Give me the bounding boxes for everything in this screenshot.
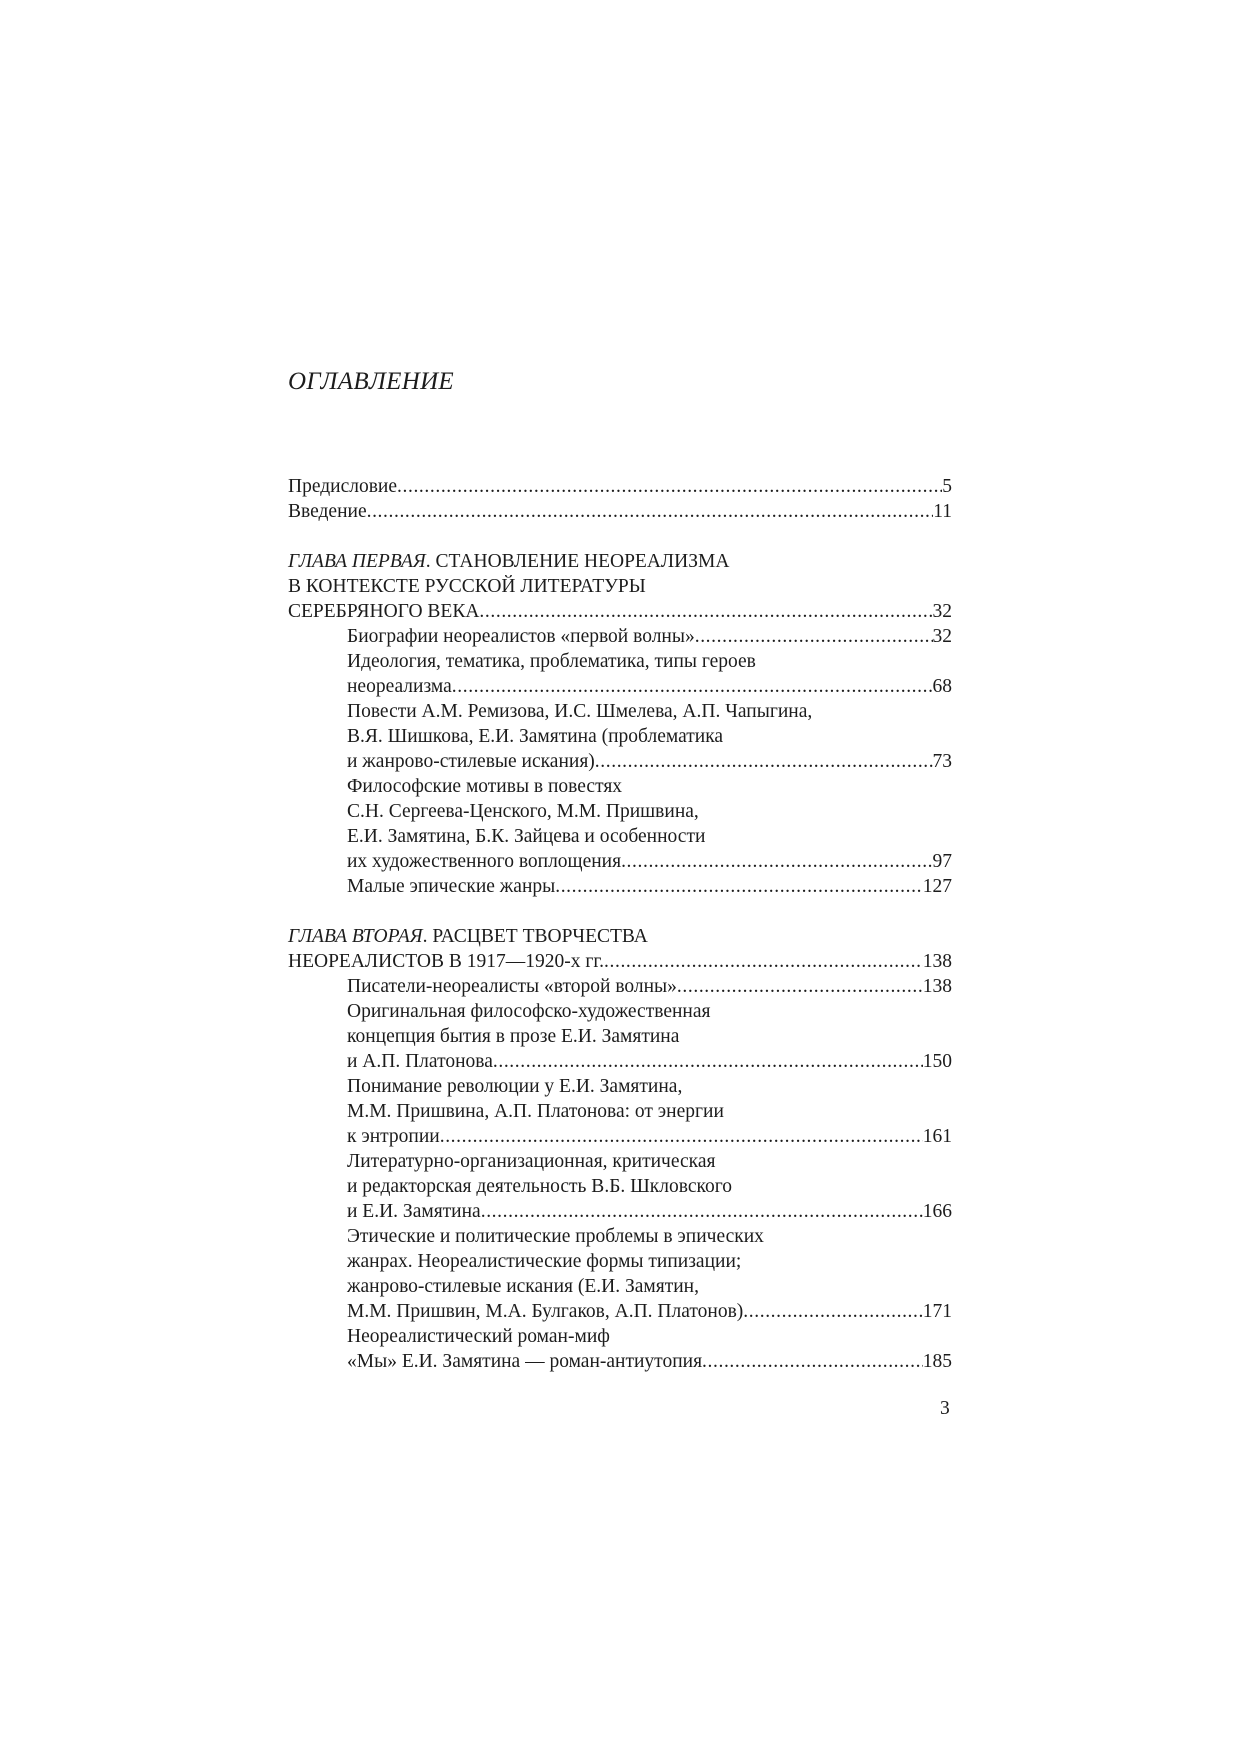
toc-section-line: и редакторская деятельность В.Б. Шкловского bbox=[347, 1176, 733, 1197]
toc-entry-text: Предисловие bbox=[288, 476, 398, 497]
toc-page-number: 32 bbox=[932, 626, 952, 647]
toc-page-number: 138 bbox=[922, 976, 952, 997]
toc-page-number: 138 bbox=[922, 951, 952, 972]
chapter-2-title-part-1: . РАСЦВЕТ ТВОРЧЕСТВА bbox=[422, 926, 648, 947]
dot-leader bbox=[555, 874, 923, 899]
toc-entry-text: неореализма bbox=[347, 676, 452, 697]
toc-page-number: 161 bbox=[922, 1126, 952, 1147]
toc-section-line: жанрах. Неореалистические формы типизации; bbox=[347, 1251, 742, 1272]
dot-leader bbox=[695, 624, 933, 649]
toc-page-number: 11 bbox=[933, 501, 952, 522]
toc-section-entry[interactable] bbox=[288, 974, 952, 999]
toc-section-entry[interactable] bbox=[288, 1349, 952, 1374]
toc-page-number: 32 bbox=[932, 601, 952, 622]
toc-entry-text: к энтропии bbox=[347, 1126, 440, 1147]
toc-entry-text: Введение bbox=[288, 501, 367, 522]
toc-page-number: 73 bbox=[932, 751, 952, 772]
toc-entry-preface[interactable] bbox=[288, 474, 952, 499]
dot-leader bbox=[677, 974, 923, 999]
toc-entry-introduction[interactable] bbox=[288, 499, 952, 524]
dot-leader bbox=[367, 499, 934, 524]
toc-entry-text: Малые эпические жанры bbox=[347, 876, 556, 897]
dot-leader bbox=[595, 749, 933, 774]
dot-leader bbox=[440, 1124, 923, 1149]
toc-page-number: 127 bbox=[922, 876, 952, 897]
dot-leader bbox=[452, 674, 933, 699]
dot-leader bbox=[743, 1299, 922, 1324]
chapter-1-label: ГЛАВА ПЕРВАЯ bbox=[288, 551, 426, 572]
chapter-2-heading-line-2[interactable] bbox=[288, 949, 952, 974]
toc-section-line: С.Н. Сергеева-Ценского, М.М. Пришвина, bbox=[347, 801, 699, 822]
folio-page-number: 3 bbox=[940, 1398, 950, 1419]
toc-section-entry[interactable] bbox=[288, 749, 952, 774]
toc-section-line: концепция бытия в прозе Е.И. Замятина bbox=[347, 1026, 680, 1047]
toc-section-line: Философские мотивы в повестях bbox=[347, 776, 623, 797]
chapter-1-title-part-1: . СТАНОВЛЕНИЕ НЕОРЕАЛИЗМА bbox=[425, 551, 730, 572]
toc-entry-text: СЕРЕБРЯНОГО ВЕКА bbox=[288, 601, 480, 622]
toc-entry-text: «Мы» Е.И. Замятина — роман-антиутопия bbox=[347, 1351, 703, 1372]
toc-page-number: 5 bbox=[942, 476, 952, 497]
toc-page-number: 150 bbox=[922, 1051, 952, 1072]
spacer bbox=[288, 524, 952, 549]
dot-leader bbox=[481, 1199, 923, 1224]
toc-title: ОГЛАВЛЕНИЕ bbox=[288, 368, 455, 395]
chapter-1-heading-line-1[interactable] bbox=[288, 549, 952, 574]
toc-section-line: М.М. Пришвина, А.П. Платонова: от энергии bbox=[347, 1101, 724, 1122]
toc-section-line: Понимание революции у Е.И. Замятина, bbox=[347, 1076, 683, 1097]
toc-section-entry[interactable] bbox=[288, 1299, 952, 1324]
toc-section-line: Идеология, тематика, проблематика, типы героев bbox=[347, 651, 756, 672]
toc-section-line: Этические и политические проблемы в эпических bbox=[347, 1226, 764, 1247]
toc-section-line: В.Я. Шишкова, Е.И. Замятина (проблематика bbox=[347, 726, 724, 747]
toc-section-line: жанрово-стилевые искания (Е.И. Замятин, bbox=[347, 1276, 699, 1297]
toc-section-line: Литературно-организационная, критическая bbox=[347, 1151, 716, 1172]
toc-entry-text: М.М. Пришвин, М.А. Булгаков, А.П. Платонов) bbox=[347, 1301, 744, 1322]
toc-page-number: 185 bbox=[922, 1351, 952, 1372]
dot-leader bbox=[493, 1049, 923, 1074]
chapter-2-heading-line-1[interactable] bbox=[288, 924, 952, 949]
dot-leader bbox=[397, 474, 942, 499]
toc-entry-text: их художественного воплощения bbox=[347, 851, 622, 872]
toc-section-line: Оригинальная философско-художественная bbox=[347, 1001, 711, 1022]
toc-page-number: 97 bbox=[932, 851, 952, 872]
dot-leader bbox=[604, 949, 923, 974]
dot-leader bbox=[621, 849, 932, 874]
toc-section-entry[interactable] bbox=[288, 674, 952, 699]
toc-entry-text: Биографии неореалистов «первой волны» bbox=[347, 626, 695, 647]
chapter-1-heading-line-3[interactable] bbox=[288, 599, 952, 624]
table-of-contents bbox=[288, 474, 952, 1374]
toc-entry-text: НЕОРЕАЛИСТОВ В 1917—1920-х гг. bbox=[288, 951, 605, 972]
toc-page-number: 171 bbox=[922, 1301, 952, 1322]
toc-section-line: Повести А.М. Ремизова, И.С. Шмелева, А.П. Чапыгина, bbox=[347, 701, 813, 722]
toc-entry-text: и жанрово-стилевые искания) bbox=[347, 751, 595, 772]
toc-section-entry[interactable] bbox=[288, 874, 952, 899]
toc-section-entry[interactable] bbox=[288, 624, 952, 649]
toc-section-line: Е.И. Замятина, Б.К. Зайцева и особенности bbox=[347, 826, 706, 847]
chapter-1-heading-line-2: В КОНТЕКСТЕ РУССКОЙ ЛИТЕРАТУРЫ bbox=[288, 576, 646, 597]
toc-section-entry[interactable] bbox=[288, 1199, 952, 1224]
toc-section-line: Неореалистический роман-миф bbox=[347, 1326, 610, 1347]
spacer bbox=[288, 899, 952, 924]
toc-section-entry[interactable] bbox=[288, 1124, 952, 1149]
toc-page-number: 68 bbox=[932, 676, 952, 697]
chapter-2-label: ГЛАВА ВТОРАЯ bbox=[288, 926, 423, 947]
toc-entry-text: Писатели-неореалисты «второй волны» bbox=[347, 976, 677, 997]
toc-section-entry[interactable] bbox=[288, 1049, 952, 1074]
dot-leader bbox=[702, 1349, 923, 1374]
toc-entry-text: и Е.И. Замятина bbox=[347, 1201, 481, 1222]
toc-section-entry[interactable] bbox=[288, 849, 952, 874]
toc-entry-text: и А.П. Платонова bbox=[347, 1051, 493, 1072]
toc-page-number: 166 bbox=[922, 1201, 952, 1222]
dot-leader bbox=[479, 599, 932, 624]
